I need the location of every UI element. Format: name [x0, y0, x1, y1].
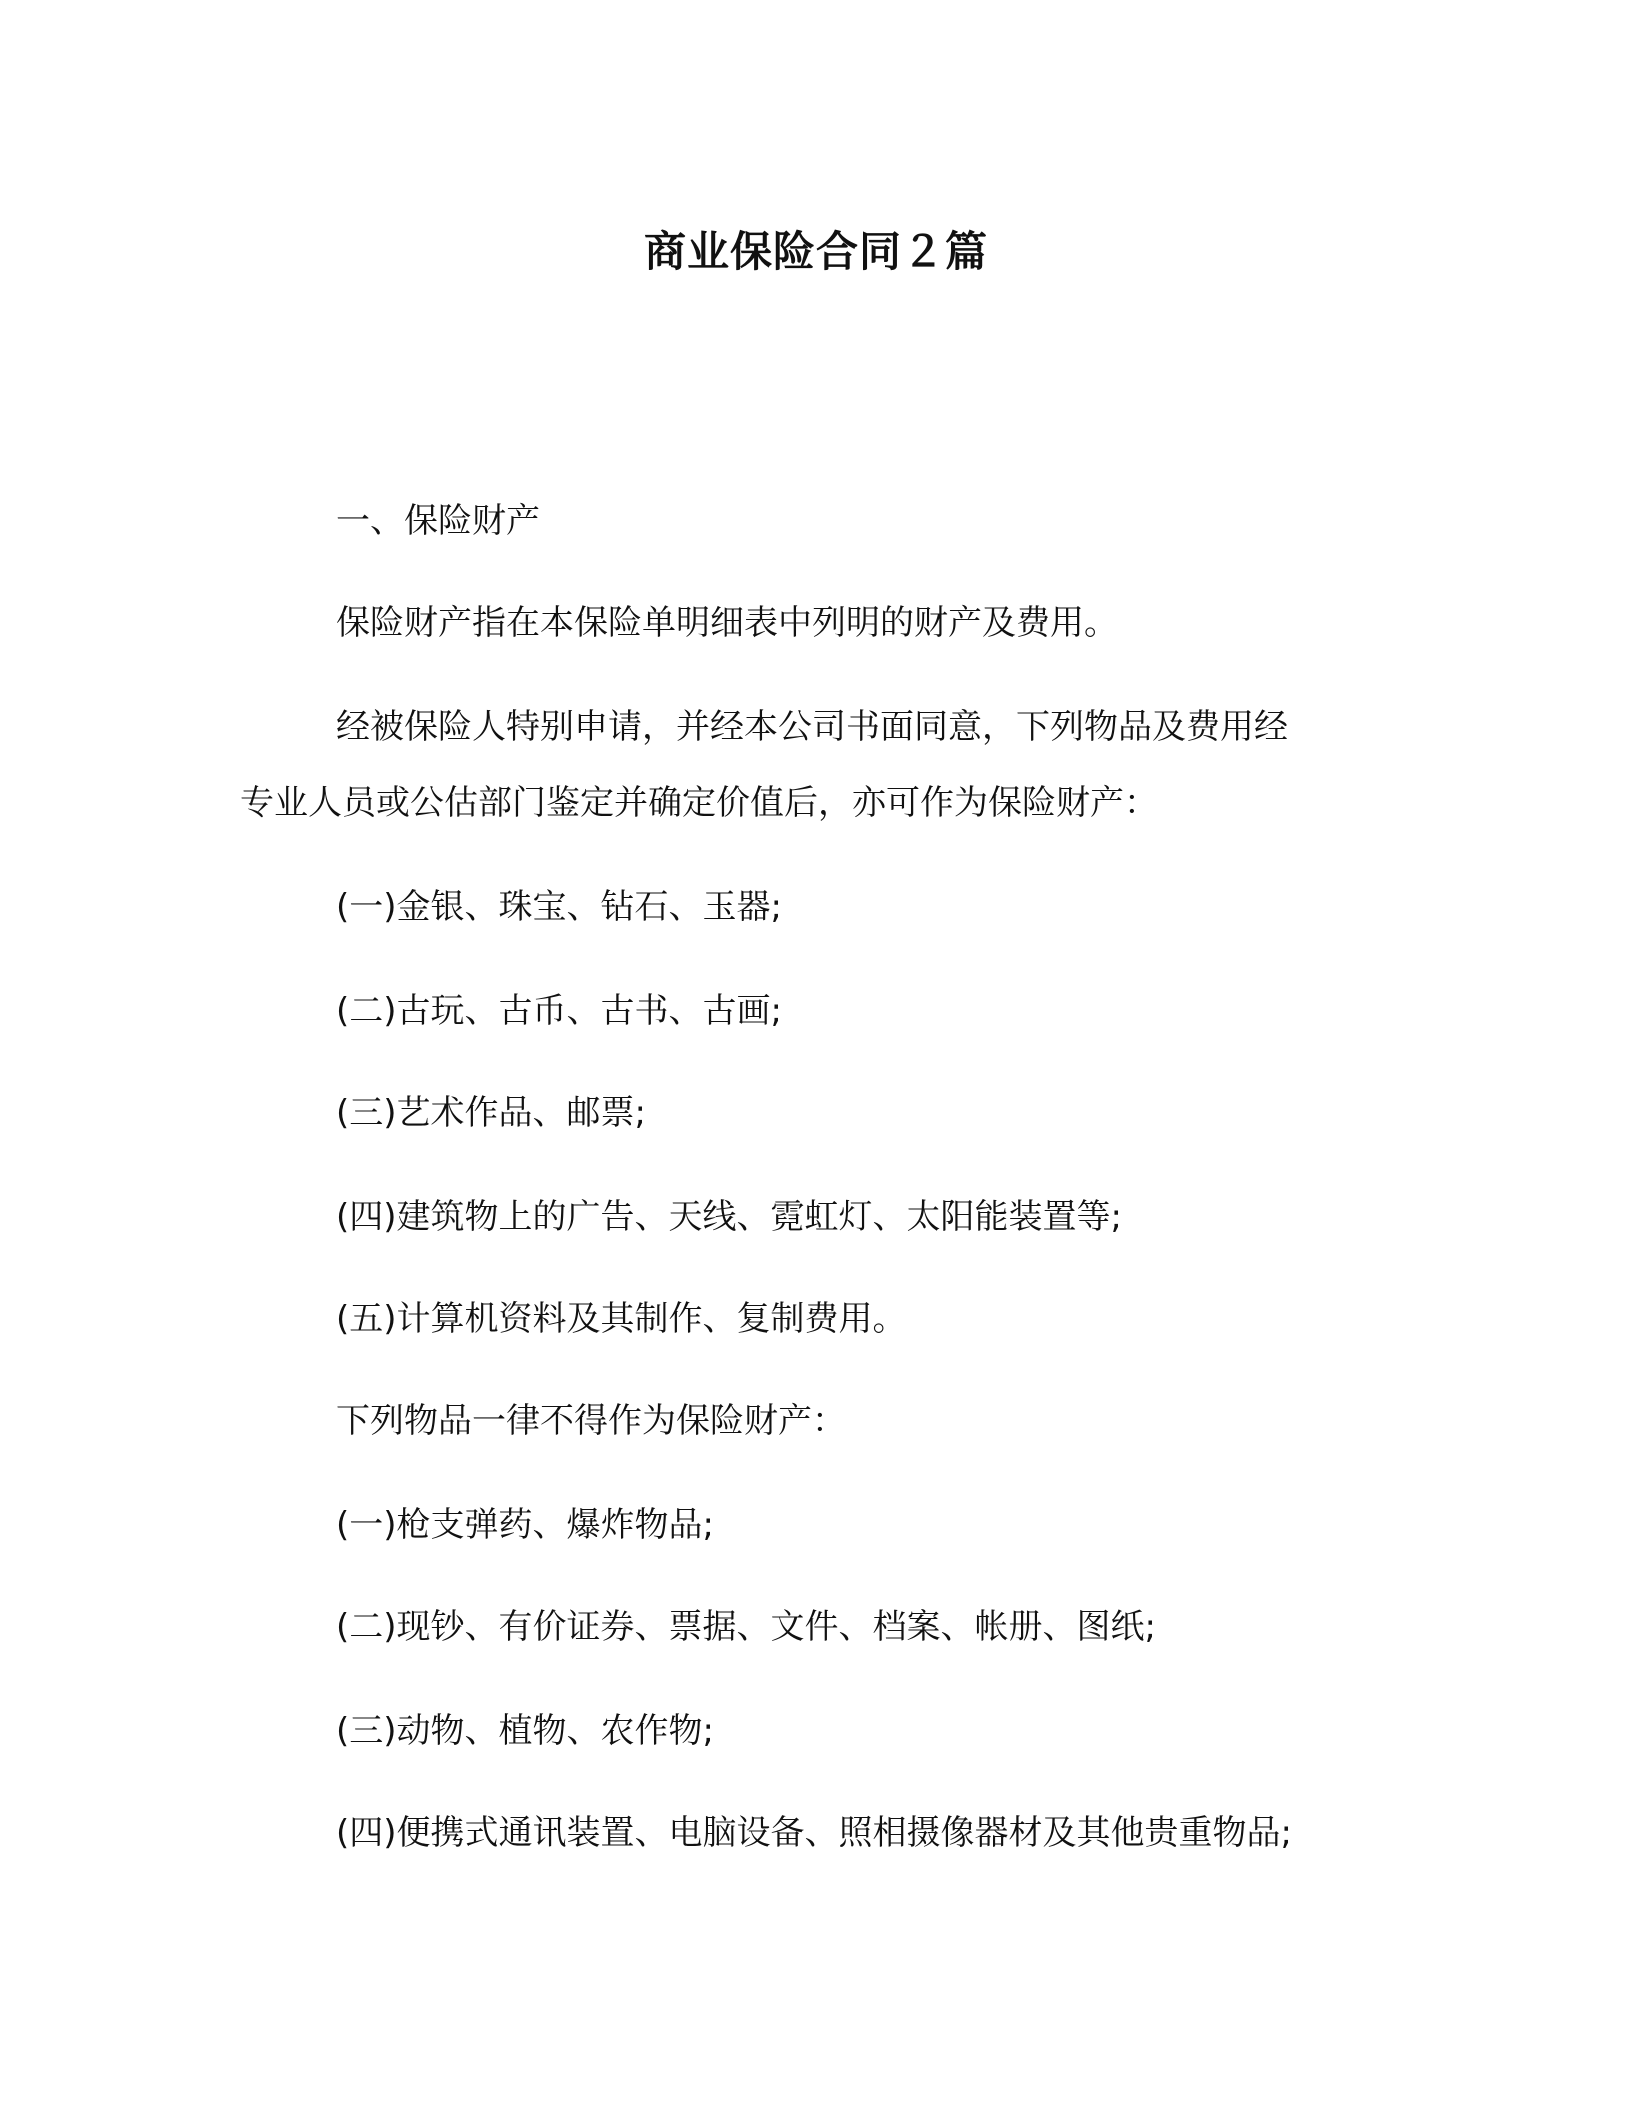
list-item: (三)动物、植物、农作物; — [336, 1711, 714, 1751]
list-item: (二)古玩、古币、古书、古画; — [336, 991, 782, 1031]
special-paragraph-line-1: 经被保险人特别申请，并经本公司书面同意，下列物品及费用经 — [336, 707, 1288, 747]
list-item: (一)枪支弹药、爆炸物品; — [336, 1505, 714, 1545]
list-item: (五)计算机资料及其制作、复制费用。 — [336, 1299, 907, 1339]
list-item: (四)建筑物上的广告、天线、霓虹灯、太阳能装置等; — [336, 1197, 1122, 1237]
special-paragraph-line-2: 专业人员或公估部门鉴定并确定价值后，亦可作为保险财产： — [240, 783, 1158, 823]
excluded-heading: 下列物品一律不得作为保险财产： — [336, 1401, 846, 1441]
list-item: (三)艺术作品、邮票; — [336, 1093, 646, 1133]
section-heading: 一、保险财产 — [336, 501, 540, 541]
list-item: (四)便携式通讯装置、电脑设备、照相摄像器材及其他贵重物品; — [336, 1813, 1292, 1853]
intro-paragraph: 保险财产指在本保险单明细表中列明的财产及费用。 — [336, 603, 1118, 643]
document-title: 商业保险合同２篇 — [643, 227, 988, 276]
list-item: (一)金银、珠宝、钻石、玉器; — [336, 887, 782, 927]
list-item: (二)现钞、有价证券、票据、文件、档案、帐册、图纸; — [336, 1607, 1156, 1647]
